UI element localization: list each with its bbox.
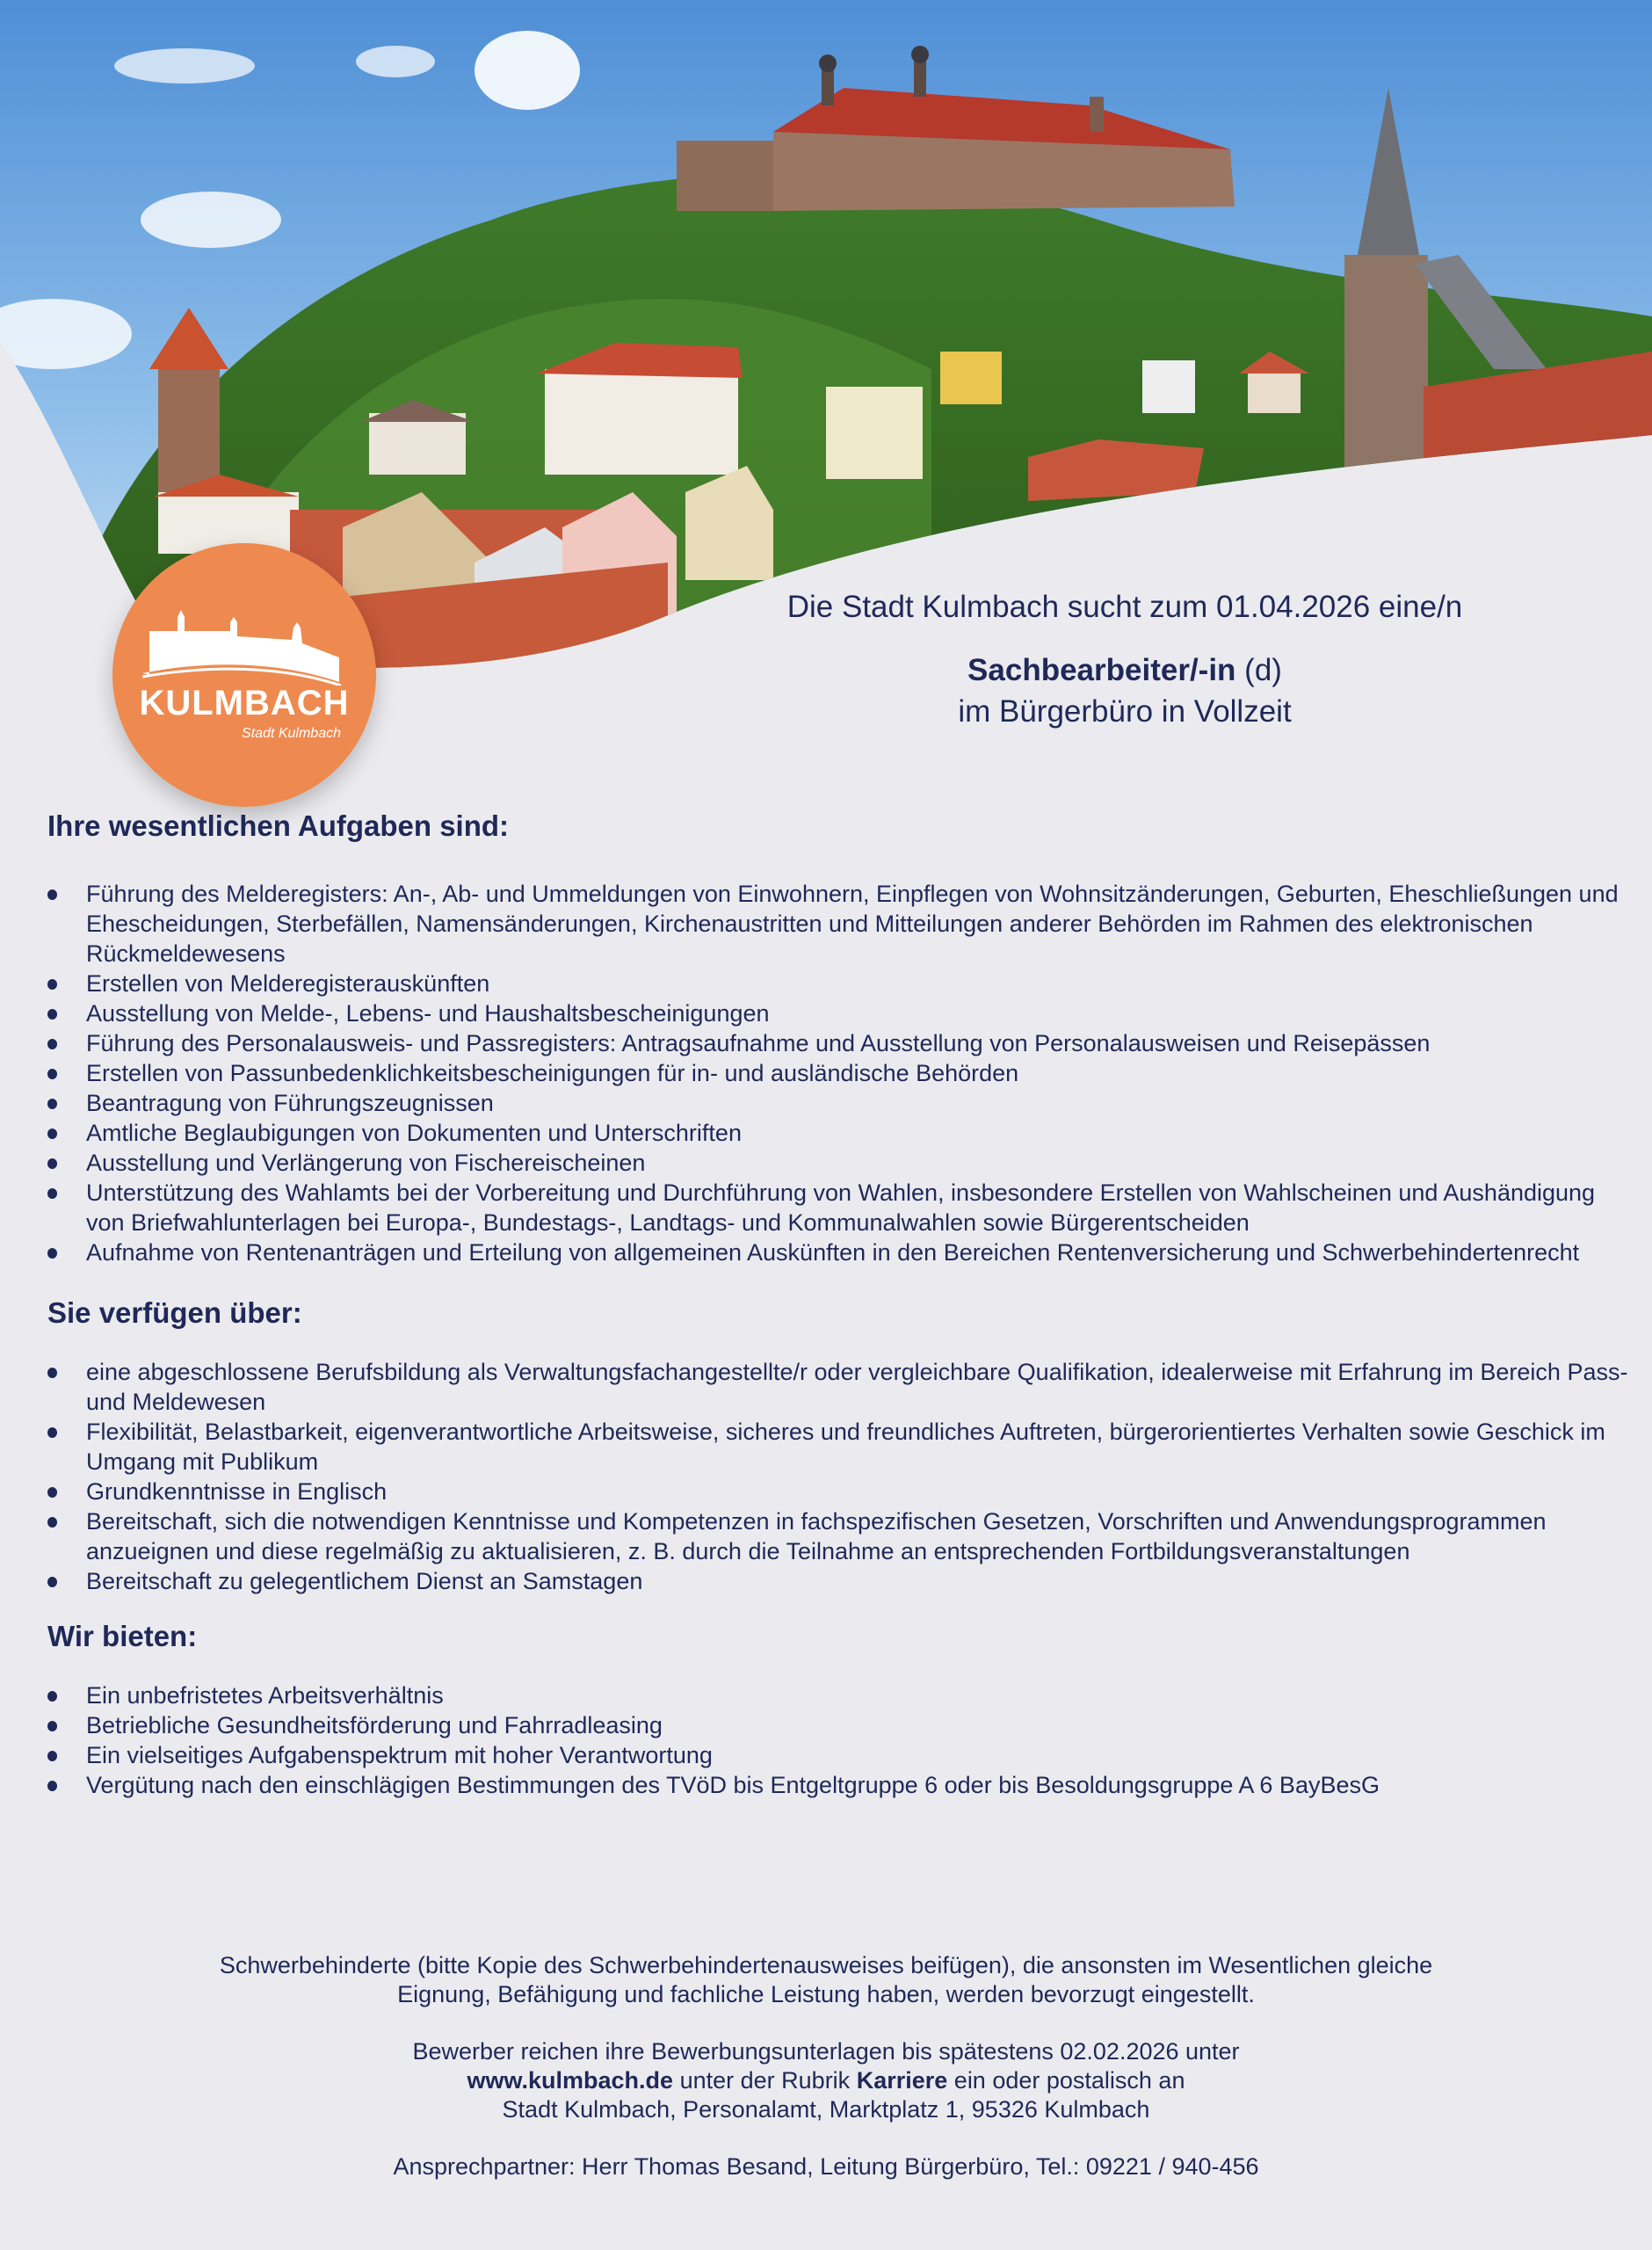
task-list xyxy=(47,879,1638,1267)
bullet-icon xyxy=(47,1069,57,1079)
section-heading: Wir bieten: xyxy=(47,1620,198,1652)
job-title-suffix: (d) xyxy=(1244,653,1282,687)
intro-line: Die Stadt Kulmbach sucht zum 01.04.2026 eine/n xyxy=(786,590,1463,624)
bullet-icon xyxy=(47,1487,57,1498)
list-item: Aufnahme von Rentenanträgen und Erteilung von allgemeinen Auskünften in den Bereichen Rentenversicherung und Schwerbehindertenrecht xyxy=(47,1238,1638,1267)
bullet-icon xyxy=(47,1427,57,1438)
bullet-icon xyxy=(47,1039,57,1049)
application-footer xyxy=(0,1951,1652,2210)
bullet-icon xyxy=(47,1248,57,1259)
job-title-main: Sachbearbeiter/-in xyxy=(967,653,1236,687)
section-heading: Ihre wesentlichen Aufgaben sind: xyxy=(47,809,510,842)
list-item: Beantragung von Führungszeugnissen xyxy=(47,1088,1638,1118)
requirements-list xyxy=(47,1357,1638,1596)
list-item: Bereitschaft, sich die notwendigen Kenntnisse und Kompetenzen in fachspezifischen Gesetzen, Vorschriften und Anwendungsprogrammen anzueignen und diese regelmäßig zu aktualisieren, z. B. durch die Teilnahme an entsprechenden Fortbildungsveranstaltungen xyxy=(47,1506,1638,1566)
website-link[interactable]: www.kulmbach.de xyxy=(467,2067,674,2094)
job-content xyxy=(47,807,1638,1800)
castle-silhouette-icon xyxy=(142,605,346,686)
bullet-icon xyxy=(47,889,57,900)
bullet-icon xyxy=(47,1158,57,1169)
section-requirements xyxy=(47,1294,1638,1596)
list-item: Grundkenntnisse in Englisch xyxy=(47,1477,1638,1506)
bullet-icon xyxy=(47,1129,57,1139)
bullet-icon xyxy=(47,979,57,990)
list-item: Bereitschaft zu gelegentlichem Dienst an Samstagen xyxy=(47,1566,1638,1596)
logo-subline: Stadt Kulmbach xyxy=(242,726,341,741)
list-item: Flexibilität, Belastbarkeit, eigenverantwortliche Arbeitsweise, sicheres und freundliches Auftreten, bürgerorientiertes Verhalten sowie Geschick im Umgang mit Publikum xyxy=(47,1417,1638,1477)
list-item: Unterstützung des Wahlamts bei der Vorbereitung und Durchführung von Wahlen, insbesondere Erstellen von Wahlscheinen und Aushändigung von Briefwahlunterlagen bei Europa-, Bundestags-, Landtags- und Kommunalwahlen sowie Bürgerentscheiden xyxy=(47,1178,1638,1238)
section-benefits xyxy=(47,1617,1638,1800)
postal-address: Stadt Kulmbach, Personalamt, Marktplatz 1, 95326 Kulmbach xyxy=(502,2096,1150,2123)
application-instructions: Bewerber reichen ihre Bewerbungsunterlagen bis spätestens 02.02.2026 unter www.kulmbach.de unter der Rubrik Karriere ein oder postalisch an Stadt Kulmbach, Personalamt, Marktplatz 1, 95326 Kulmbach xyxy=(412,2038,1240,2123)
rubric-karriere: Karriere xyxy=(856,2067,948,2094)
list-item: Vergütung nach den einschlägigen Bestimmungen des TVöD bis Entgeltgruppe 6 oder bis Besoldungsgruppe A 6 BayBesG xyxy=(47,1770,1638,1800)
job-intro xyxy=(615,587,1634,733)
bullet-icon xyxy=(47,1781,57,1791)
section-heading: Sie verfügen über: xyxy=(47,1296,302,1329)
benefits-list xyxy=(47,1680,1638,1800)
bullet-icon xyxy=(47,1517,57,1528)
kulmbach-logo xyxy=(112,543,376,807)
list-item: Ausstellung von Melde-, Lebens- und Haushaltsbescheinigungen xyxy=(47,998,1638,1028)
bullet-icon xyxy=(47,1099,57,1109)
list-item: Ein vielseitiges Aufgabenspektrum mit hoher Verantwortung xyxy=(47,1740,1638,1770)
job-subtitle: im Bürgerbüro in Vollzeit xyxy=(958,694,1292,729)
list-item: Amtliche Beglaubigungen von Dokumenten und Unterschriften xyxy=(47,1118,1638,1148)
bullet-icon xyxy=(47,1009,57,1020)
bullet-icon xyxy=(47,1577,57,1587)
bullet-icon xyxy=(47,1751,57,1761)
contact-person: Ansprechpartner: Herr Thomas Besand, Leitung Bürgerbüro, Tel.: 09221 / 940-456 xyxy=(393,2153,1259,2180)
list-item: Erstellen von Melderegisterauskünften xyxy=(47,969,1638,998)
list-item: eine abgeschlossene Berufsbildung als Verwaltungsfachangestellte/r oder vergleichbare Qualifikation, idealerweise mit Erfahrung im Bereich Pass- und Meldewesen xyxy=(47,1357,1638,1417)
list-item: Ein unbefristetes Arbeitsverhältnis xyxy=(47,1680,1638,1710)
job-title xyxy=(615,650,1634,691)
list-item: Führung des Personalausweis- und Passregisters: Antragsaufnahme und Ausstellung von Personalausweisen und Reisepässen xyxy=(47,1028,1638,1058)
list-item: Ausstellung und Verlängerung von Fischereischeinen xyxy=(47,1148,1638,1178)
list-item: Erstellen von Passunbedenklichkeitsbescheinigungen für in- und ausländische Behörden xyxy=(47,1058,1638,1088)
bullet-icon xyxy=(47,1721,57,1731)
list-item: Betriebliche Gesundheitsförderung und Fahrradleasing xyxy=(47,1710,1638,1740)
logo-brand-text: KULMBACH xyxy=(139,684,350,722)
list-item: Führung des Melderegisters: An-, Ab- und Ummeldungen von Einwohnern, Einpflegen von Wohnsitzänderungen, Geburten, Eheschließungen und Ehescheidungen, Sterbefällen, Namensänderungen, Kirchenaustritten und Mitteilungen anderer Behörden im Rahmen des elektronischen Rückmeldewesens xyxy=(47,879,1638,969)
bullet-icon xyxy=(47,1368,57,1378)
disability-notice: Schwerbehinderte (bitte Kopie des Schwerbehindertenausweises beifügen), die ansonsten im Wesentlichen gleiche Eignung, Befähigung und fachliche Leistung haben, werden bevorzugt eingestellt. xyxy=(219,1952,1433,2007)
bullet-icon xyxy=(47,1691,57,1702)
section-tasks xyxy=(47,807,1638,1267)
bullet-icon xyxy=(47,1188,57,1199)
